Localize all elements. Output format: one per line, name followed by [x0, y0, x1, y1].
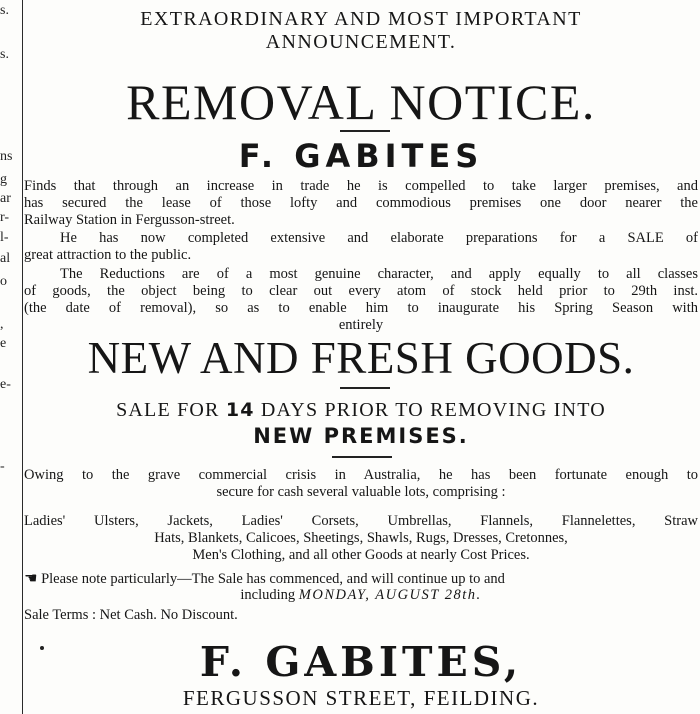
edge-fragment: - [0, 459, 5, 474]
body-line: (the date of removal), so as to enable him to inaugurate his Spring Season with [24, 300, 698, 316]
goods-line: Ladies' Ulsters, Jackets, Ladies' Corsets, Umbrellas, Flannels, Flannelettes, Straw [24, 513, 698, 529]
body-line: He has now completed extensive and elaborate preparations for a SALE of [60, 230, 698, 246]
notice-including: including [240, 587, 296, 603]
divider-rule [340, 387, 390, 389]
footer-address: FERGUSSON STREET, FEILDING. [182, 686, 540, 710]
body-line: Finds that through an increase in trade he is compelled to take larger premises, and [24, 178, 698, 194]
body-line: Owing to the grave commercial crisis in Australia, he has been fortunate enough to [24, 467, 698, 483]
edge-fragment: o [0, 274, 7, 289]
new-premises-line: NEW PREMISES. [253, 424, 469, 448]
crisis-paragraph [24, 467, 698, 484]
announcement-line-2: ANNOUNCEMENT. [265, 31, 457, 53]
sale-line [24, 398, 698, 422]
body-paragraph-2 [24, 230, 698, 264]
body-line: has secured the lease of those lofty and commodious premises one door nearer the [24, 195, 698, 211]
notice-line-2 [24, 587, 698, 604]
goods-line: Men's Clothing, and all other Goods at nearly Cost Prices. [192, 547, 530, 563]
edge-fragment: l- [0, 230, 9, 245]
removal-notice-heading: REMOVAL NOTICE. [126, 74, 596, 130]
body-line: Railway Station in Fergusson-street. [24, 212, 235, 228]
edge-fragment: s. [0, 3, 9, 18]
edge-fragment: , [0, 317, 4, 332]
notice-text: Please note particularly—The Sale has commenced, and will continue up to and [41, 571, 505, 587]
body-paragraph-3 [24, 266, 698, 317]
footer-merchant-name: F. GABITES, [199, 638, 523, 686]
edge-fragment: s. [0, 47, 9, 62]
notice-line [24, 570, 698, 588]
body-line: The Reductions are of a most genuine character, and apply equally to all classes [60, 266, 698, 282]
edge-fragment: e [0, 336, 7, 351]
sale-days-number: 14 [225, 399, 255, 421]
sale-prefix: SALE FOR [116, 399, 220, 421]
goods-line: Hats, Blankets, Calicoes, Sheetings, Shawls, Rugs, Dresses, Cretonnes, [154, 530, 568, 546]
sale-terms: Sale Terms : Net Cash. No Discount. [24, 607, 238, 623]
divider-rule [340, 130, 390, 132]
edge-fragment: ns [0, 149, 13, 164]
sale-suffix: DAYS PRIOR TO REMOVING INTO [260, 399, 606, 421]
crisis-line-2: secure for cash several valuable lots, comprising : [216, 484, 506, 500]
adjacent-column-edge [0, 0, 23, 714]
body-line: of goods, the object being to clear out every atom of stock held prior to 29th inst. [24, 283, 698, 299]
body-line: great attraction to the public. [24, 247, 192, 263]
pointing-hand-icon: ☛ [24, 569, 38, 587]
announcement-line-1: EXTRAORDINARY AND MOST IMPORTANT [140, 8, 582, 30]
new-and-fresh-goods-headline: NEW AND FRESH GOODS. [87, 333, 635, 383]
edge-fragment: r- [0, 210, 10, 225]
goods-list [24, 513, 698, 530]
edge-fragment: al [0, 251, 11, 266]
entirely-word: entirely [338, 317, 384, 333]
merchant-name: F. GABITES [238, 137, 484, 175]
body-paragraph-1 [24, 178, 698, 229]
edge-fragment: g [0, 172, 7, 187]
edge-fragment: ar [0, 191, 11, 206]
edge-fragment: e- [0, 377, 11, 392]
advertisement [24, 0, 698, 714]
divider-rule [332, 456, 392, 458]
notice-date: MONDAY, AUGUST 28th. [298, 587, 482, 603]
